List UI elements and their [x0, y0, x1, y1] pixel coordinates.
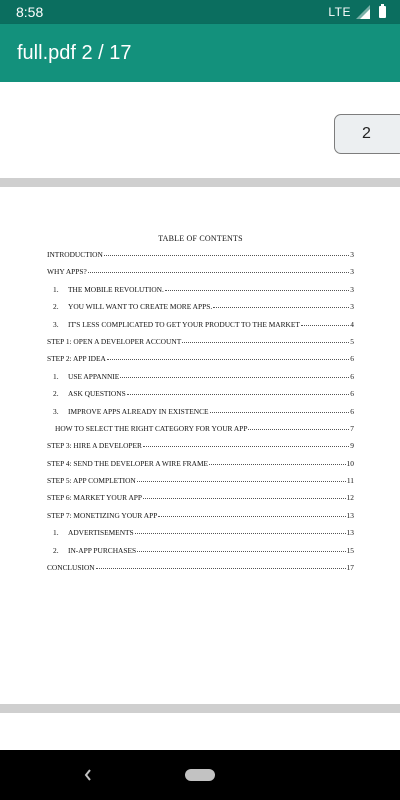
- toc-entry[interactable]: [47, 337, 354, 348]
- toc-entry-label: STEP 7: MONETIZING YOUR APP: [47, 510, 158, 520]
- toc-entry-page: 3: [350, 250, 354, 259]
- toc-entry-label: ASK QUESTIONS: [68, 389, 126, 399]
- toc-entry-label: YOU WILL WANT TO CREATE MORE APPS.: [68, 302, 213, 312]
- toc-entry[interactable]: [47, 424, 354, 435]
- toc-entry[interactable]: [47, 372, 354, 383]
- toc-entry[interactable]: [47, 441, 354, 452]
- toc-entry-number: 2.: [53, 389, 59, 399]
- toc-entry[interactable]: [47, 302, 354, 313]
- toc-title: TABLE OF CONTENTS: [158, 234, 243, 243]
- toc-list: [47, 250, 354, 574]
- toc-entry-label: IT'S LESS COMPLICATED TO GET YOUR PRODUCT TO THE MARKET: [68, 319, 300, 329]
- toc-entry-label: STEP 5: APP COMPLETION: [47, 476, 136, 486]
- home-pill-icon[interactable]: [185, 769, 215, 781]
- toc-entry-label: USE APPANNIE: [68, 371, 120, 381]
- toc-entry-page: 15: [346, 545, 354, 555]
- pdf-viewer[interactable]: [0, 82, 400, 750]
- toc-entry[interactable]: [47, 511, 354, 522]
- toc-leader-dots: [158, 516, 345, 517]
- toc-entry[interactable]: [47, 476, 354, 487]
- toc-entry-page: 11: [346, 476, 354, 486]
- network-type: LTE: [328, 5, 351, 19]
- toc-leader-dots: [165, 290, 349, 291]
- toc-entry[interactable]: [47, 528, 354, 539]
- toc-leader-dots: [104, 255, 349, 256]
- toc-entry-page: 6: [350, 354, 354, 364]
- toc-entry-label: STEP 1: OPEN A DEVELOPER ACCOUNT: [47, 336, 182, 346]
- toc-entry-page: 10: [346, 458, 354, 468]
- toc-entry-label: STEP 3: HIRE A DEVELOPER: [47, 441, 142, 451]
- toc-entry-page: 6: [350, 389, 354, 399]
- toc-leader-dots: [143, 446, 349, 447]
- toc-leader-dots: [301, 325, 349, 326]
- toc-entry-label: IN-APP PURCHASES: [68, 545, 137, 555]
- battery-icon: [379, 6, 386, 18]
- toc-entry-page: 5: [350, 336, 354, 346]
- app-bar: [0, 24, 400, 82]
- toc-entry-label: CONCLUSION: [47, 563, 95, 573]
- toc-entry-label: THE MOBILE REVOLUTION.: [68, 284, 164, 294]
- toc-entry[interactable]: [47, 354, 354, 365]
- status-icons: [328, 5, 386, 19]
- toc-leader-dots: [143, 498, 346, 499]
- toc-leader-dots: [120, 377, 349, 378]
- toc-entry-page: 3: [350, 267, 354, 277]
- toc-leader-dots: [248, 429, 349, 430]
- toc-entry-page: 13: [346, 510, 354, 520]
- navigation-bar: [0, 750, 400, 800]
- toc-entry-page: 6: [350, 406, 354, 416]
- toc-entry-number: 1.: [53, 528, 59, 538]
- toc-entry-page: 13: [346, 528, 354, 538]
- toc-entry[interactable]: [47, 250, 354, 261]
- status-time: 8:58: [16, 4, 44, 20]
- toc-entry-page: 7: [350, 423, 354, 433]
- toc-leader-dots: [88, 272, 350, 273]
- toc-leader-dots: [96, 568, 346, 569]
- toc-entry[interactable]: [47, 546, 354, 557]
- back-chevron-icon[interactable]: [80, 764, 96, 786]
- toc-entry[interactable]: [47, 459, 354, 470]
- status-bar: [0, 0, 400, 24]
- page-separator: [0, 704, 400, 713]
- toc-entry-label: IMPROVE APPS ALREADY IN EXISTENCE: [68, 406, 209, 416]
- toc-leader-dots: [137, 481, 346, 482]
- toc-entry[interactable]: [47, 285, 354, 296]
- toc-entry-label: STEP 6: MARKET YOUR APP: [47, 493, 143, 503]
- toc-entry-page: 4: [350, 319, 354, 329]
- toc-entry-label: WHY APPS?: [47, 267, 87, 277]
- toc-leader-dots: [127, 394, 350, 395]
- toc-leader-dots: [135, 533, 346, 534]
- toc-entry[interactable]: [47, 563, 354, 574]
- toc-entry-page: 9: [350, 441, 354, 451]
- toc-entry-label: INTRODUCTION: [47, 250, 103, 259]
- toc-entry-page: 17: [346, 563, 354, 573]
- toc-entry-label: HOW TO SELECT THE RIGHT CATEGORY FOR YOUR APP: [55, 423, 248, 433]
- toc-leader-dots: [213, 307, 349, 308]
- toc-entry-number: 3.: [53, 406, 59, 416]
- toc-entry-label: STEP 2: APP IDEA: [47, 354, 106, 364]
- toc-leader-dots: [182, 342, 349, 343]
- toc-leader-dots: [209, 464, 346, 465]
- signal-icon: [356, 5, 370, 19]
- toc-entry-label: STEP 4: SEND THE DEVELOPER A WIRE FRAME: [47, 458, 209, 468]
- toc-entry-page: 12: [346, 493, 354, 503]
- toc-entry[interactable]: [47, 389, 354, 400]
- toc-entry-number: 2.: [53, 302, 59, 312]
- page-indicator[interactable]: 2: [334, 114, 400, 154]
- toc-entry-page: 3: [350, 284, 354, 294]
- toc-entry[interactable]: [47, 320, 354, 331]
- toc-leader-dots: [107, 359, 350, 360]
- toc-entry-page: 6: [350, 371, 354, 381]
- toc-entry-number: 1.: [53, 371, 59, 381]
- toc-entry-label: ADVERTISEMENTS: [68, 528, 134, 538]
- table-of-contents: [47, 234, 354, 580]
- page-separator: [0, 178, 400, 187]
- document-title: full.pdf 2 / 17: [17, 41, 132, 64]
- toc-leader-dots: [210, 412, 350, 413]
- toc-entry-number: 2.: [53, 545, 59, 555]
- toc-leader-dots: [137, 551, 346, 552]
- toc-entry[interactable]: [47, 493, 354, 504]
- toc-entry-page: 3: [350, 302, 354, 312]
- toc-entry[interactable]: [47, 267, 354, 278]
- toc-entry[interactable]: [47, 407, 354, 418]
- toc-entry-number: 1.: [53, 284, 59, 294]
- toc-entry-number: 3.: [53, 319, 59, 329]
